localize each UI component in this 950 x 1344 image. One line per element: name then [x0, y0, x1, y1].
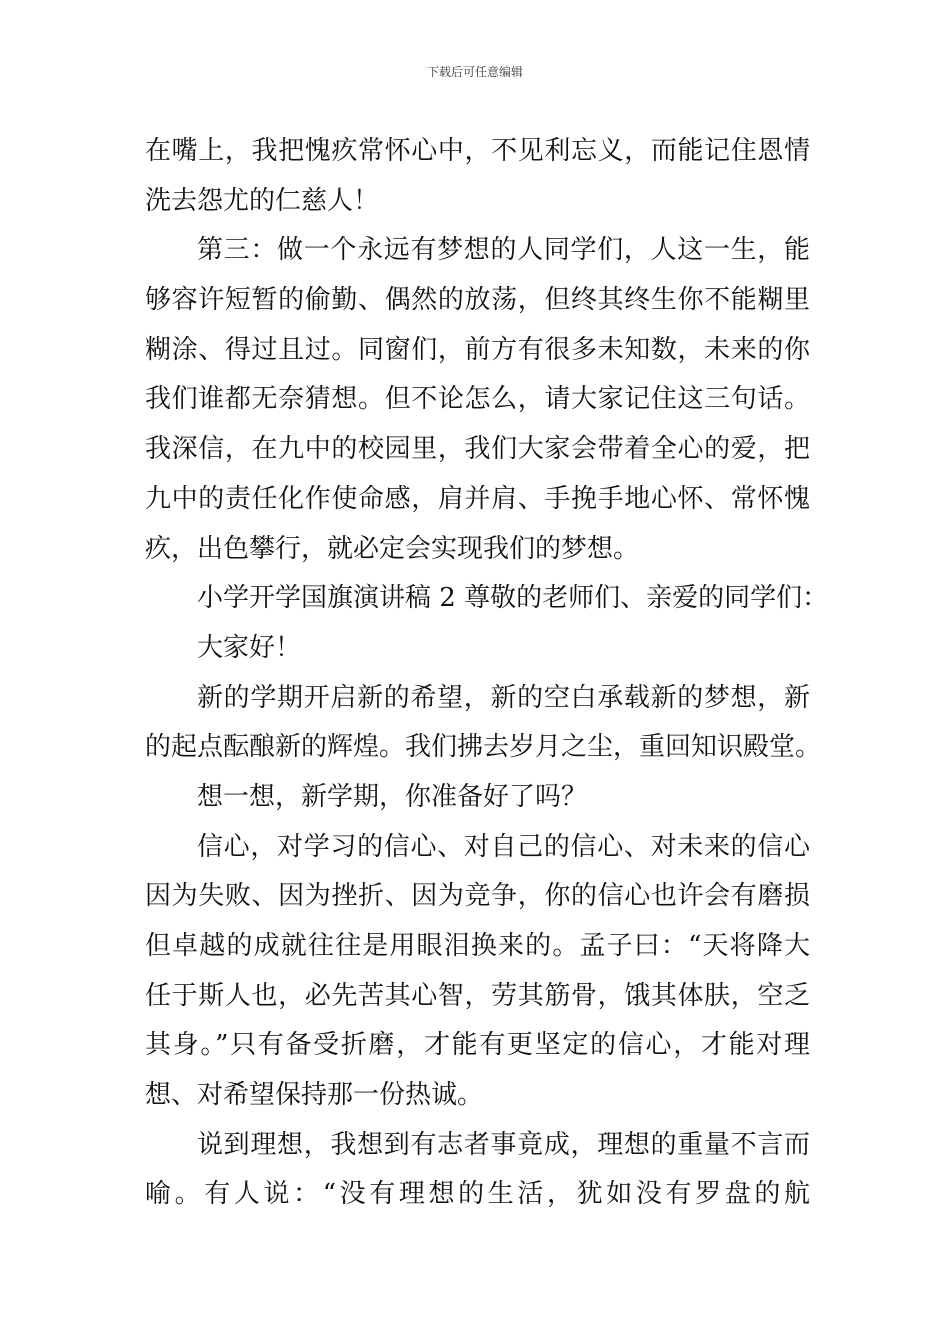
text-line: 信心，对学习的信心、对自己的信心、对未来的信心 — [197, 831, 810, 862]
text-line: 大家好！ — [197, 632, 302, 663]
text-line: 我深信，在九中的校园里，我们大家会带着全心的爱，把 — [145, 434, 810, 465]
text-line: 第三：做一个永远有梦想的人同学们，人这一生，能 — [197, 235, 810, 266]
text-line: 因为失败、因为挫折、因为竞争，你的信心也许会有磨损 — [145, 881, 810, 912]
text-line: 疚，出色攀行，就必定会实现我们的梦想。 — [145, 533, 640, 564]
text-line: 九中的责任化作使命感，肩并肩、手挽手地心怀、常怀愧 — [145, 483, 810, 514]
text-line: 在嘴上，我把愧疚常怀心中，不见利忘义，而能记住恩情 — [145, 136, 810, 166]
text-line: 洗去怨尤的仁慈人！ — [145, 185, 380, 216]
text-line: 喻。有人说：“没有理想的生活，犹如没有罗盘的航 — [145, 1179, 810, 1210]
text-line: 的起点酝酿新的辉煌。我们拂去岁月之尘，重回知识殿堂。 — [145, 732, 822, 763]
text-line: 小学开学国旗演讲稿 2 尊敬的老师们、亲爱的同学们： — [197, 583, 829, 614]
text-line: 想一想，新学期，你准备好了吗？ — [197, 781, 588, 812]
document-body — [145, 127, 829, 1220]
text-line: 说到理想，我想到有志者事竟成，理想的重量不言而 — [197, 1129, 810, 1160]
text-line: 新的学期开启新的希望，新的空白承载新的梦想，新 — [197, 682, 810, 713]
text-line: 其身。”只有备受折磨，才能有更坚定的信心，才能对理 — [145, 1030, 810, 1061]
page-header: 下载后可任意编辑 — [426, 65, 523, 79]
text-line: 糊涂、得过且过。同窗们，前方有很多未知数，未来的你 — [145, 334, 810, 365]
text-line: 但卓越的成就往往是用眼泪换来的。孟子曰：“天将降大 — [145, 931, 810, 961]
text-line: 够容许短暂的偷勤、偶然的放荡，但终其终生你不能糊里 — [145, 285, 810, 316]
text-line: 任于斯人也，必先苦其心智，劳其筋骨，饿其体肤，空乏 — [145, 980, 810, 1011]
text-line: 我们谁都无奈猜想。但不论怎么，请大家记住这三句话。 — [145, 384, 810, 415]
text-line: 想、对希望保持那一份热诚。 — [145, 1080, 484, 1111]
